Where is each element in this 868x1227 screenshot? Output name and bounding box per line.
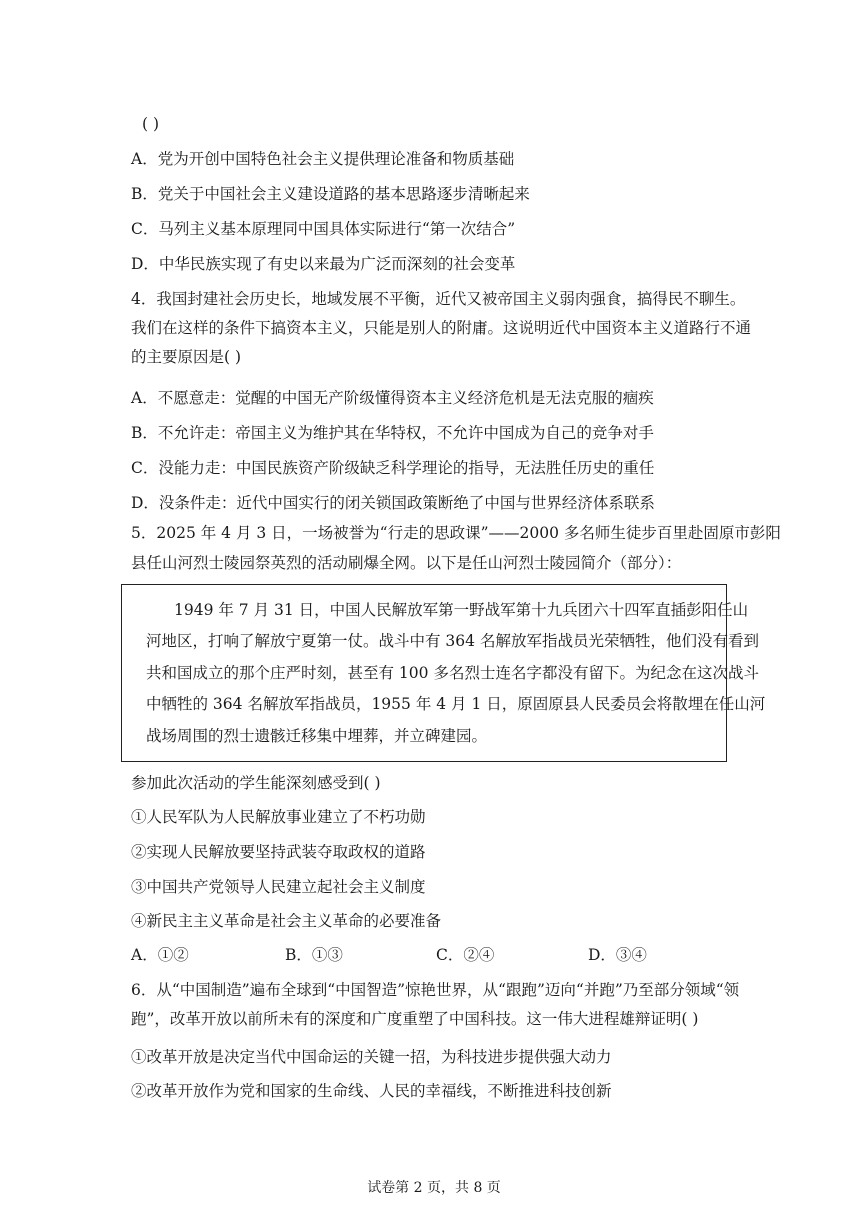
- q5-passage-box: [121, 584, 766, 762]
- q5-statement-3: ③中国共产党领导人民建立起社会主义制度: [131, 878, 426, 896]
- q3-option-b: B．党关于中国社会主义建设道路的基本思路逐步清晰起来: [131, 185, 530, 203]
- q4-stem-line-1: 4．我国封建社会历史长，地域发展不平衡，近代又被帝国主义弱肉强食，搞得民不聊生。: [131, 290, 746, 308]
- q6-stem-line-1: 6．从“中国制造”遍布全球到“中国智造”惊艳世界，从“跟跑”迈向“并跑”乃至部分领域“领: [131, 981, 740, 999]
- q4-option-b: B．不允许走：帝国主义为维护其在华特权，不允许中国成为自己的竞争对手: [131, 424, 654, 442]
- q3-option-a: A．党为开创中国特色社会主义提供理论准备和物质基础: [131, 150, 515, 168]
- q5-statement-2: ②实现人民解放要坚持武装夺取政权的道路: [131, 843, 426, 861]
- q5-option-c: C．②④: [436, 946, 495, 964]
- q5-statement-1: ①人民军队为人民解放事业建立了不朽功勋: [131, 808, 426, 826]
- q4-option-c: C．没能力走：中国民族资产阶级缺乏科学理论的指导，无法胜任历史的重任: [131, 459, 655, 477]
- q6-statement-1: ①改革开放是决定当代中国命运的关键一招，为科技进步提供强大动力: [131, 1048, 612, 1066]
- page-footer: 试卷第 2 页，共 8 页: [367, 1180, 501, 1196]
- q6-stem-line-2: 跑”，改革开放以前所未有的深度和广度重塑了中国科技。这一伟大进程雄辩证明( ): [131, 1010, 699, 1028]
- q5-statement-4: ④新民主主义革命是社会主义革命的必要准备: [131, 912, 442, 930]
- q4-stem-line-3: 的主要原因是( ): [131, 348, 242, 366]
- q5-question: 参加此次活动的学生能深刻感受到( ): [131, 774, 381, 792]
- q3-option-d: D．中华民族实现了有史以来最为广泛而深刻的社会变革: [131, 255, 516, 273]
- q5-passage-line-4: 中牺牲的 364 名解放军指战员，1955 年 4 月 1 日，原固原县人民委员会将散埋在任山河: [146, 695, 766, 713]
- q5-option-b: B．①③: [285, 946, 343, 964]
- q5-passage-line-1: 1949 年 7 月 31 日，中国人民解放军第一野战军第十九兵团六十四军直插彭阳任山: [174, 601, 749, 619]
- q3-option-c: C．马列主义基本原理同中国具体实际进行“第一次结合”: [131, 220, 516, 238]
- q5-stem-line-2: 县任山河烈士陵园祭英烈的活动刷爆全网。以下是任山河烈士陵园简介（部分）：: [131, 554, 682, 572]
- q4-option-d: D．没条件走：近代中国实行的闭关锁国政策断绝了中国与世界经济体系联系: [131, 494, 655, 512]
- q5-option-d: D．③④: [588, 946, 647, 964]
- q4-stem-line-2: 我们在这样的条件下搞资本主义，只能是别人的附庸。这说明近代中国资本主义道路行不通: [131, 319, 752, 337]
- q3-answer-bracket: ( ): [142, 115, 160, 133]
- q4-option-a: A．不愿意走：觉醒的中国无产阶级懂得资本主义经济危机是无法克服的痼疾: [131, 389, 654, 407]
- q5-stem-line-1: 5．2025 年 4 月 3 日，一场被誉为“行走的思政课”——2000 多名师生徒步百里赴固原市彭阳: [131, 524, 781, 542]
- q6-statement-2: ②改革开放作为党和国家的生命线、人民的幸福线，不断推进科技创新: [131, 1082, 612, 1100]
- q5-passage-line-2: 河地区，打响了解放宁夏第一仗。战斗中有 364 名解放军指战员光荣牺牲，他们没有看到: [146, 632, 759, 650]
- q5-passage-line-5: 战场周围的烈士遗骸迁移集中埋葬，并立碑建园。: [146, 727, 488, 745]
- q5-option-a: A．①②: [131, 946, 189, 964]
- q5-passage-line-3: 共和国成立的那个庄严时刻，甚至有 100 多名烈士连名字都没有留下。为纪念在这次战斗: [146, 664, 759, 682]
